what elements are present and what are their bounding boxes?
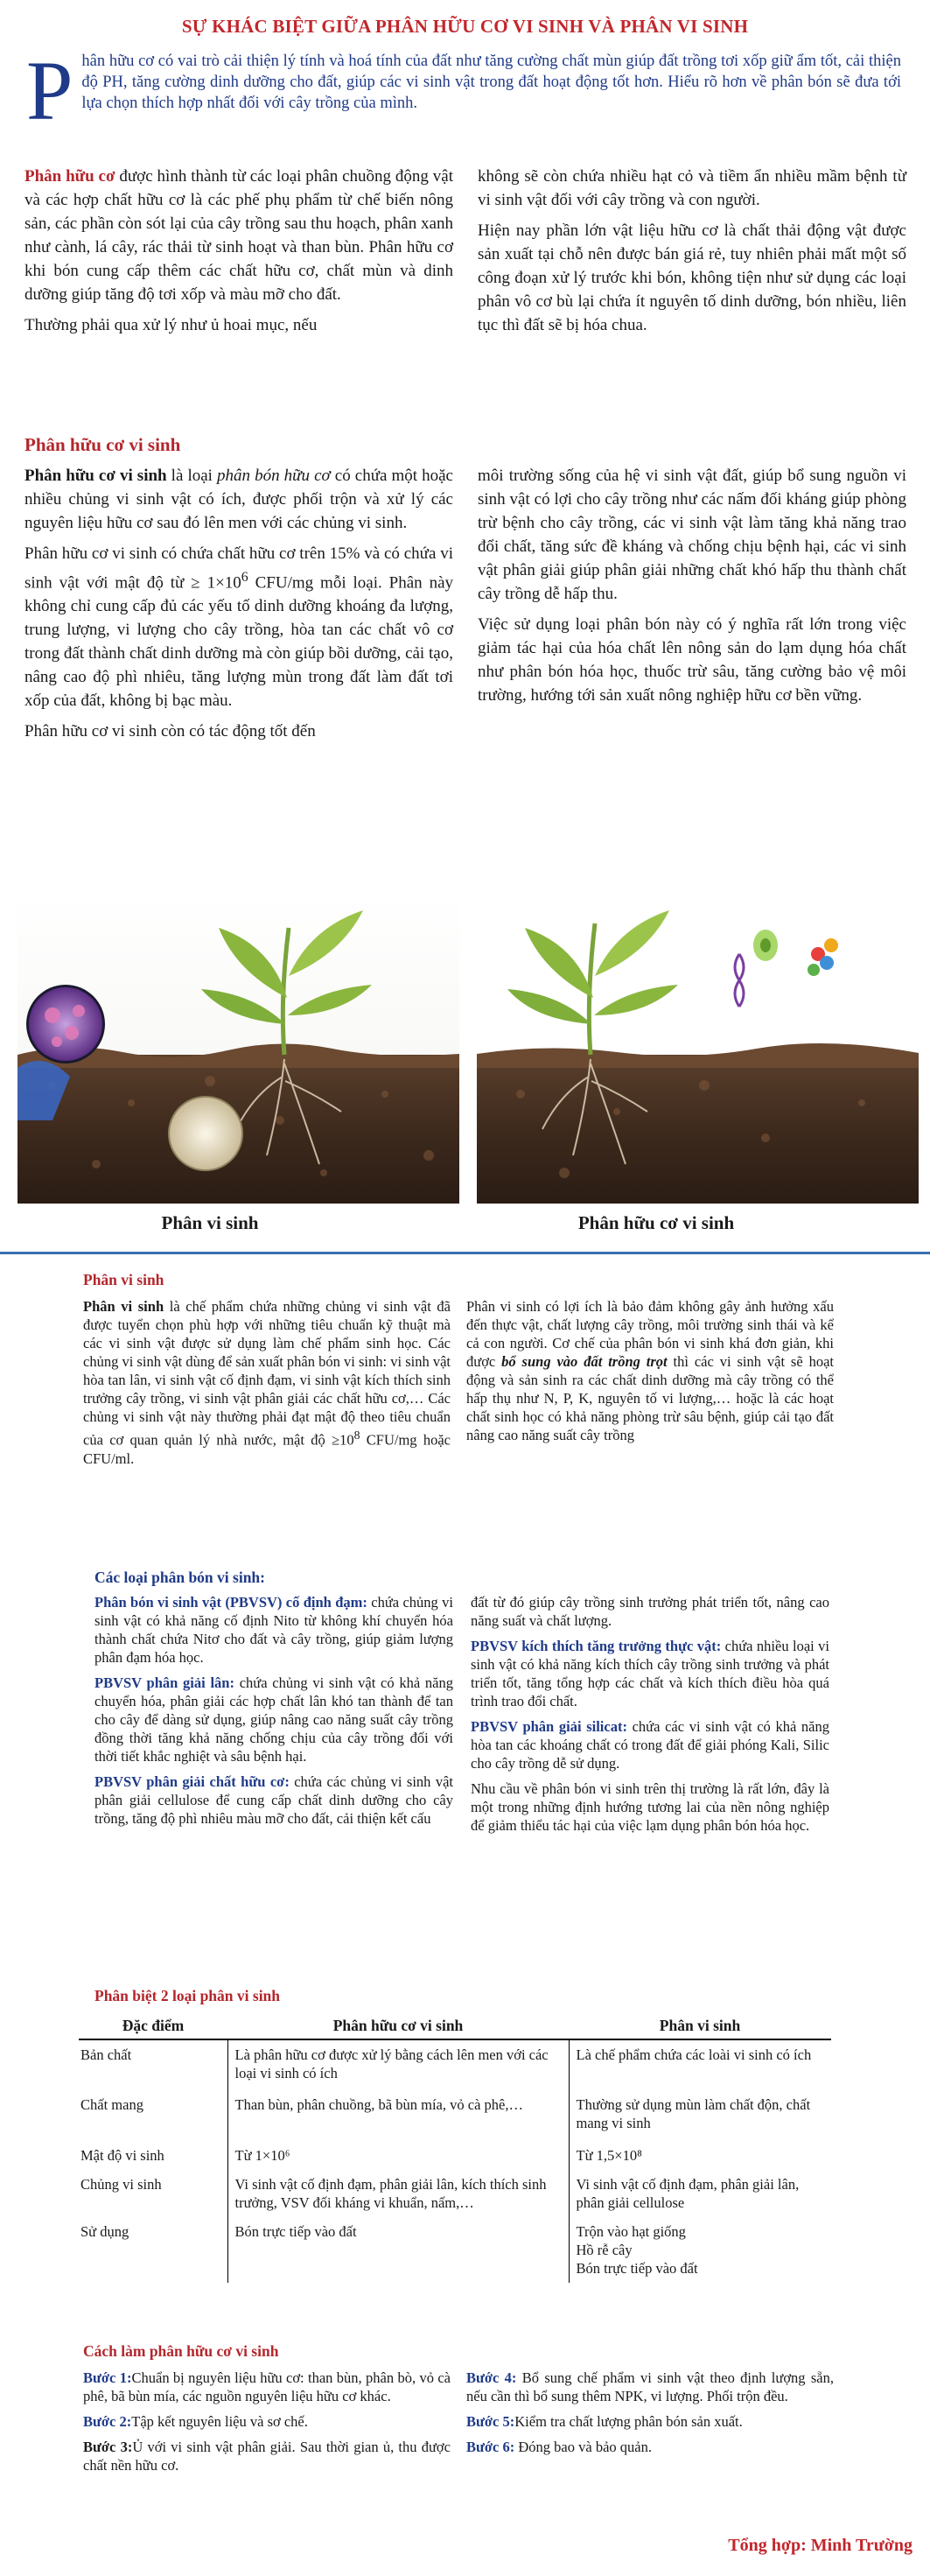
howto-right-column [466, 2369, 834, 2463]
table-cell: Chủng vi sinh [79, 2170, 227, 2217]
types-heading: Các loại phân bón vi sinh: [94, 1569, 265, 1586]
howto-left-column [83, 2369, 451, 2481]
section1-paragraph2: Thường phải qua xử lý như ủ hoai mục, nếu [24, 316, 318, 334]
type1-heading: Phân bón vi sinh vật (PBVSV) cố định đạm: [94, 1594, 367, 1611]
step1-text: Chuẩn bị nguyên liệu hữu cơ: than bùn, phân bò, vỏ cà phê, bã bùn mía, các nguồn nguyên liệu hữu cơ khác. [83, 2369, 451, 2404]
types-left-column [94, 1593, 453, 1835]
section1-right-p1: không sẽ còn chứa nhiều hạt cỏ và tiềm ẩn nhiều mầm bệnh từ vi sinh vật đối với cây trồng và con người. [478, 167, 906, 209]
type2-text: chứa chủng vi sinh vật có khả năng chuyển hóa, phân giải các hợp chất lân khó tan thành để tan cho cây để dàng sử dụng, giúp nâng cao năng suất cây trồng đồng thời tăng khả năng chống chịu của cây trồng đối với thời tiết khắc nghiệt và sâu bệnh hại. [94, 1674, 453, 1765]
table-cell: Bón trực tiếp vào đất [227, 2217, 569, 2283]
article-title: SỰ KHÁC BIỆT GIỮA PHÂN HỮU CƠ VI SINH VÀ PHÂN VI SINH [181, 16, 749, 37]
drop-cap: P [26, 44, 73, 137]
section2-p1b: có chứa một hoặc nhiều chủng vi sinh vật có ích, được phối trộn và xử lý các nguyên liệu hữu cơ sau đó lên men với các chủng vi sinh. [24, 467, 453, 532]
type4-text: chứa nhiều loại vi sinh vật có khả năng kích thích cây trồng sinh trưởng và phát triển tốt, tăng tổng hợp các chất và kích thích điều hòa quá trình trao đổi chất. [471, 1638, 829, 1709]
table-cell: Vi sinh vật cố định đạm, phân giải lân, phân giải cellulose [576, 2176, 800, 2211]
section2-p1a: là loại [166, 467, 218, 485]
table-cell: Trộn vào hạt giống Hồ rễ cây Bón trực tiếp vào đất [576, 2223, 698, 2277]
section2-lead: Phân hữu cơ vi sinh [24, 467, 167, 485]
section2-p2-exponent: 6 [241, 570, 248, 585]
table-cell: Là phân hữu cơ được xử lý bằng cách lên men với các loại vi sinh có ích [227, 2039, 569, 2090]
section3-left-column [83, 1297, 451, 1475]
section1-right-column [478, 165, 906, 344]
step5-text: Kiểm tra chất lượng phân bón sản xuất. [514, 2413, 743, 2430]
step5-label: Bước 5: [466, 2413, 515, 2430]
section1-left-column [24, 165, 453, 344]
table-header: Đặc điểm [79, 2013, 227, 2039]
table-cell: Bản chất [79, 2039, 227, 2090]
table-row [79, 2141, 831, 2170]
section3-exponent: 8 [353, 1428, 360, 1442]
table-row [79, 2039, 831, 2090]
table-cell: Từ 1,5×10⁸ [576, 2147, 642, 2164]
type2-heading: PBVSV phân giải lân: [94, 1674, 234, 1691]
type3-continued: đất từ đó giúp cây trồng sinh trưởng phát triển tốt, nâng cao năng suất và chất lượng. [471, 1594, 829, 1629]
intro-text: hân hữu cơ có vai trò cải thiện lý tính và hoá tính của đất như tăng cường chất mùn giúp đất trồng tơi xốp giữ ẩm tốt, cải thiện độ PH, tăng cường dinh dưỡng cho đất, giúp các vi sinh vật trong đất hoạt động tốt hơn. Hiểu rõ hơn về phân bón sẽ đưa tới lựa chọn thích hợp nhất đối với cây trồng của mình. [81, 53, 901, 112]
types-right-column [471, 1593, 829, 1842]
section-divider [0, 1252, 930, 1254]
compare-heading: Phân biệt 2 loại phân vi sinh [94, 1987, 281, 2004]
table-header-row [79, 2013, 831, 2039]
howto-heading: Cách làm phân hữu cơ vi sinh [83, 2342, 279, 2360]
type5-heading: PBVSV phân giải silicat: [471, 1718, 627, 1735]
type3-heading: PBVSV phân giải chất hữu cơ: [94, 1773, 290, 1790]
type1-text: chứa chủng vi sinh vật có khả năng cố định Nito từ không khí chuyển hóa thành chất chứa Nitơ cho đất và cây trồng, giúp giảm lượng phân đạm hóa học. [94, 1594, 453, 1666]
intro-paragraph [26, 44, 901, 137]
type3-text: chứa các chủng vi sinh vật phân giải cellulose để cung cấp chất dinh dưỡng cho cây trồng, tăng độ phì nhiêu màu mỡ cho đất, cải thiện kết cấu [94, 1773, 453, 1827]
table-row [79, 2090, 831, 2141]
section2-left-column [24, 464, 453, 750]
table-row [79, 2170, 831, 2217]
table-cell: Sử dụng [79, 2217, 227, 2283]
step2-label: Bước 2: [83, 2413, 132, 2430]
section2-heading: Phân hữu cơ vi sinh [24, 434, 181, 455]
section3-right-emphasis: bổ sung vào đất trồng trọt [501, 1353, 668, 1370]
step6-text: Đóng bao và bảo quản. [514, 2439, 652, 2455]
table-cell: Than bùn, phân chuồng, bã bùn mía, vỏ cà phê,… [227, 2090, 569, 2141]
step4-label: Bước 4: [466, 2369, 517, 2386]
type5-text: chứa các vi sinh vật có khả năng hòa tan các khoáng chất có trong đất để giải phóng Kali, Silic cho cây trồng dễ sử dụng. [471, 1718, 829, 1772]
section2-right-p1: môi trường sống của hệ vi sinh vật đất, giúp bổ sung nguồn vi sinh vật có lợi cho cây trồng như các nấm đối kháng giúp phòng trừ bệnh cho cây trồng, các vi sinh vật làm tăng khả năng trao đổi chất, tăng sức đề kháng và chống chịu bệnh hại, các vi sinh vật phân giải giúp phân giải những chất khó hấp thu thành chất cây trồng dễ hấp thu. [478, 467, 906, 603]
type4-heading: PBVSV kích thích tăng trưởng thực vật: [471, 1638, 722, 1654]
section3-p1-end: CFU/mg hoặc CFU/ml. [83, 1431, 451, 1467]
types-conclusion: Nhu cầu về phân bón vi sinh trên thị trường là rất lớn, đây là một trong những định hướng tương lai của nền nông nghiệp để giảm thiểu tác hại của việc lạm dụng phân bón hóa học. [471, 1780, 829, 1834]
step4-text: Bổ sung chế phẩm vi sinh vật theo định lượng sẵn, nếu cần thì bổ sung thêm NPK, vi lượng. Phối trộn đều. [466, 2369, 834, 2404]
step3-text: Ủ với vi sinh vật phân giải. Sau thời gian ủ, thu được chất nền hữu cơ. [83, 2439, 451, 2474]
section1-lead: Phân hữu cơ [24, 167, 115, 186]
comparison-table [79, 2013, 831, 2283]
photo-phan-huu-co-vi-sinh [477, 893, 919, 1204]
table-row [79, 2217, 831, 2283]
table-cell: Từ 1×10⁶ [227, 2141, 569, 2170]
section2-p1-italic: phân bón hữu cơ [217, 467, 331, 485]
table-header: Phân hữu cơ vi sinh [227, 2013, 569, 2039]
section2-right-column [478, 464, 906, 714]
section3-right-b: thì các vi sinh vật sẽ hoạt động và sản sinh ra các chất dinh dưỡng mà cây trồng có thể hấp thụ như N, P, K, nguyên tố vi lượng,… hoặc là các hoạt chất sinh học có khả năng phòng trừ sâu bệnh, giúp cải tạo đất nâng cao năng suất cây trồng [466, 1353, 834, 1443]
section1-paragraph1: được hình thành từ các loại phân chuồng động vật và các hợp chất hữu cơ là các phế phụ phẩm từ chế biến nông sản, các phần còn sót lại của cây trồng sau thu hoạch, phân xanh như cành, lá cây, rác thải từ sinh hoạt và than bùn. Phân hữu cơ khi bón cung cấp thêm các chất hữu cơ, chất mùn và dinh dưỡng giúp tăng độ tơi xốp và màu mỡ cho đất. [24, 167, 454, 304]
section3-lead: Phân vi sinh [83, 1298, 164, 1315]
table-cell: Thường sử dụng mùn làm chất độn, chất mang vi sinh [576, 2096, 811, 2131]
caption-right: Phân hữu cơ vi sinh [577, 1212, 735, 1233]
section2-right-p2: Việc sử dụng loại phân bón này có ý nghĩa rất lớn trong việc giảm tác hại của hóa chất lên nông sản do lạm dụng hóa chất như phân bón hóa học, thuốc trừ sâu, tăng cường bảo vệ môi trường, hướng tới sản xuất nông nghiệp hữu cơ bền vững. [478, 615, 906, 705]
section2-p2a: Phân hữu cơ vi sinh có chứa chất hữu cơ trên 15% và có chứa vi sinh vật với mật độ từ ≥ 1×10 [24, 544, 453, 593]
step6-label: Bước 6: [466, 2439, 515, 2455]
author-signature: Tổng hợp: Minh Trường [728, 2536, 913, 2555]
photo-phan-vi-sinh [17, 893, 459, 1204]
table-cell: Là chế phẩm chứa các loài vi sinh có ích [576, 2046, 812, 2063]
section3-p1: là chế phẩm chứa những chủng vi sinh vật đã được tuyển chọn phù hợp với những tiêu chuẩn kỹ thuật mà các vi sinh vật được sử dụng làm chế phẩm sinh học. Các chủng vi sinh vật dùng để sản xuất phân bón vi sinh: vi sinh vật hòa tan lân, vi sinh vật cố định đạm, vi sinh vật kích thích sinh trưởng cây trồng, vi sinh vật phân giải các chất hữu cơ,… Các chủng vi sinh vật này thường phải đạt mật độ theo tiêu chuẩn của cơ quan quản lý nhà nước, mật độ ≥10 [83, 1298, 451, 1449]
table-header: Phân vi sinh [569, 2013, 831, 2039]
step1-label: Bước 1: [83, 2369, 132, 2386]
section2-p2b: CFU/mg mỗi loại. Phân này không chỉ cung cấp đủ các yếu tố dinh dưỡng khoáng đa lượng, trung lượng, vi lượng cho cây trồng, hòa tan các chất vô cơ trong đất thành chất dinh dưỡng mà còn giúp bồi dưỡng, cải tạo, nâng cao độ phì nhiêu, tăng lượng mùn trong đất làm đất tơi xốp của đất, không bị bạc màu. [24, 573, 454, 711]
step3-label: Bước 3: [83, 2439, 133, 2455]
table-cell: Chất mang [79, 2090, 227, 2141]
section3-right-a: Phân vi sinh có lợi ích là bảo đảm không gây ảnh hưởng xấu đến thực vật, chất lượng cây trồng, môi trường sinh thái và kể cả con người. Cơ chế của phân bón vi sinh khá đơn giản, khi được [466, 1298, 834, 1370]
section1-right-p2: Hiện nay phần lớn vật liệu hữu cơ là chất thải động vật được sản xuất tại chỗ nên được bán giá rẻ, tuy nhiên phải mất một số công đoạn xử lý trước khi bón, không tiện như sử dụng các loại phân vô cơ bù lại chứa ít nguyên tố dinh dưỡng, bón nhiều, liên tục thì đất sẽ bị hóa chua. [478, 221, 906, 334]
section3-right-column [466, 1297, 834, 1451]
step2-text: Tập kết nguyên liệu và sơ chế. [131, 2413, 308, 2430]
table-cell: Mật độ vi sinh [79, 2141, 227, 2170]
table-cell: Vi sinh vật cố định đạm, phân giải lân, kích thích sinh trưởng, VSV đối kháng vi khuẩn, nấm,… [227, 2170, 569, 2217]
section3-heading: Phân vi sinh [83, 1271, 164, 1288]
caption-left: Phân vi sinh [161, 1212, 259, 1233]
section2-paragraph3: Phân hữu cơ vi sinh còn có tác động tốt đến [24, 722, 316, 741]
